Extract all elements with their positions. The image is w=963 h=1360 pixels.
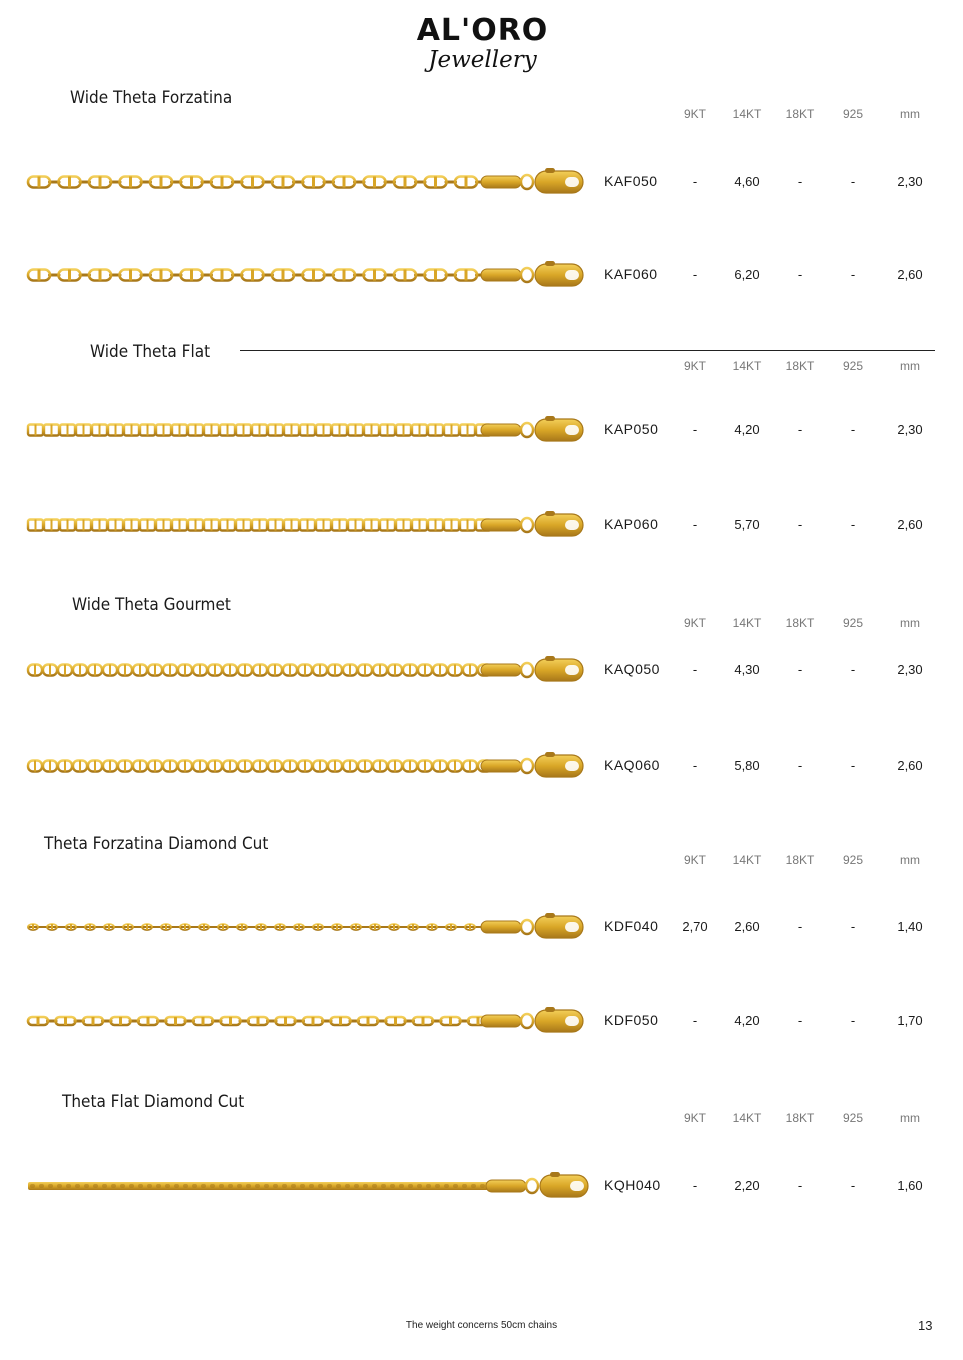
value-9kt: - bbox=[692, 1178, 698, 1193]
brand-logo bbox=[405, 14, 560, 76]
value-925: - bbox=[850, 1178, 856, 1193]
value-mm: 1,60 bbox=[897, 1178, 923, 1193]
chain-image bbox=[26, 1166, 591, 1206]
value-14kt: 4,20 bbox=[734, 422, 760, 437]
column-header-mm: mm bbox=[900, 107, 920, 121]
product-row bbox=[0, 505, 963, 545]
value-925: - bbox=[850, 662, 856, 677]
value-18kt: - bbox=[797, 422, 803, 437]
value-925: - bbox=[850, 758, 856, 773]
brand-name: AL'ORO bbox=[416, 13, 549, 48]
chain-image bbox=[26, 410, 591, 450]
product-row bbox=[0, 255, 963, 295]
value-14kt: 4,20 bbox=[734, 1013, 760, 1028]
value-925: - bbox=[850, 267, 856, 282]
column-header-mm: mm bbox=[900, 1111, 920, 1125]
chain-image bbox=[26, 907, 591, 947]
value-mm: 2,30 bbox=[897, 174, 923, 189]
value-9kt: - bbox=[692, 422, 698, 437]
value-9kt: - bbox=[692, 174, 698, 189]
value-18kt: - bbox=[797, 1178, 803, 1193]
page-number: 13 bbox=[918, 1318, 933, 1333]
value-9kt: 2,70 bbox=[682, 919, 708, 934]
column-header-14kt: 14KT bbox=[732, 1111, 762, 1125]
product-code: KAF050 bbox=[604, 173, 658, 189]
column-header-14kt: 14KT bbox=[732, 359, 762, 373]
column-header-14kt: 14KT bbox=[732, 853, 762, 867]
column-header-925: 925 bbox=[842, 1111, 864, 1125]
chain-image bbox=[26, 505, 591, 545]
value-18kt: - bbox=[797, 267, 803, 282]
product-row bbox=[0, 746, 963, 786]
section-title-wide-theta-flat: Wide Theta Flat bbox=[90, 342, 211, 362]
value-925: - bbox=[850, 919, 856, 934]
column-header-9kt: 9KT bbox=[683, 107, 706, 121]
chain-image bbox=[26, 1001, 591, 1041]
chain-image bbox=[26, 746, 591, 786]
product-row bbox=[0, 907, 963, 947]
value-9kt: - bbox=[692, 1013, 698, 1028]
column-header-18kt: 18KT bbox=[785, 359, 815, 373]
value-925: - bbox=[850, 174, 856, 189]
product-row bbox=[0, 1001, 963, 1041]
value-18kt: - bbox=[797, 662, 803, 677]
section-divider bbox=[240, 350, 935, 351]
product-code: KDF050 bbox=[604, 1012, 659, 1028]
value-mm: 2,60 bbox=[897, 758, 923, 773]
product-code: KAP050 bbox=[604, 421, 659, 437]
product-code: KAQ060 bbox=[604, 757, 660, 773]
product-row bbox=[0, 650, 963, 690]
chain-image bbox=[26, 255, 591, 295]
product-code: KDF040 bbox=[604, 918, 659, 934]
column-header-9kt: 9KT bbox=[683, 359, 706, 373]
value-9kt: - bbox=[692, 758, 698, 773]
value-14kt: 4,60 bbox=[734, 174, 760, 189]
column-header-9kt: 9KT bbox=[683, 616, 706, 630]
value-14kt: 2,20 bbox=[734, 1178, 760, 1193]
value-925: - bbox=[850, 517, 856, 532]
value-mm: 2,30 bbox=[897, 422, 923, 437]
product-code: KAQ050 bbox=[604, 661, 660, 677]
product-row bbox=[0, 162, 963, 202]
product-code: KAF060 bbox=[604, 266, 658, 282]
value-18kt: - bbox=[797, 1013, 803, 1028]
value-mm: 2,60 bbox=[897, 267, 923, 282]
column-header-925: 925 bbox=[842, 107, 864, 121]
value-9kt: - bbox=[692, 662, 698, 677]
column-header-18kt: 18KT bbox=[785, 1111, 815, 1125]
section-title-wide-theta-forzatina: Wide Theta Forzatina bbox=[70, 88, 233, 108]
column-header-925: 925 bbox=[842, 616, 864, 630]
column-header-9kt: 9KT bbox=[683, 1111, 706, 1125]
value-18kt: - bbox=[797, 174, 803, 189]
chain-image bbox=[26, 650, 591, 690]
value-mm: 2,30 bbox=[897, 662, 923, 677]
column-header-mm: mm bbox=[900, 853, 920, 867]
value-14kt: 4,30 bbox=[734, 662, 760, 677]
value-14kt: 5,70 bbox=[734, 517, 760, 532]
column-header-14kt: 14KT bbox=[732, 616, 762, 630]
product-code: KAP060 bbox=[604, 516, 659, 532]
brand-tagline: Jewellery bbox=[428, 47, 537, 73]
product-code: KQH040 bbox=[604, 1177, 661, 1193]
value-925: - bbox=[850, 1013, 856, 1028]
weight-footnote: The weight concerns 50cm chains bbox=[405, 1320, 558, 1331]
value-9kt: - bbox=[692, 267, 698, 282]
value-18kt: - bbox=[797, 517, 803, 532]
value-925: - bbox=[850, 422, 856, 437]
column-header-925: 925 bbox=[842, 359, 864, 373]
column-header-18kt: 18KT bbox=[785, 616, 815, 630]
value-14kt: 5,80 bbox=[734, 758, 760, 773]
column-header-925: 925 bbox=[842, 853, 864, 867]
value-14kt: 6,20 bbox=[734, 267, 760, 282]
chain-image bbox=[26, 162, 591, 202]
column-header-mm: mm bbox=[900, 359, 920, 373]
value-9kt: - bbox=[692, 517, 698, 532]
column-header-18kt: 18KT bbox=[785, 853, 815, 867]
product-row bbox=[0, 410, 963, 450]
column-header-18kt: 18KT bbox=[785, 107, 815, 121]
value-mm: 1,40 bbox=[897, 919, 923, 934]
section-title-theta-forzatina-diamond-cut: Theta Forzatina Diamond Cut bbox=[44, 834, 269, 854]
value-mm: 1,70 bbox=[897, 1013, 923, 1028]
product-row bbox=[0, 1166, 963, 1206]
value-mm: 2,60 bbox=[897, 517, 923, 532]
section-title-wide-theta-gourmet: Wide Theta Gourmet bbox=[72, 595, 231, 615]
value-18kt: - bbox=[797, 758, 803, 773]
column-header-9kt: 9KT bbox=[683, 853, 706, 867]
value-14kt: 2,60 bbox=[734, 919, 760, 934]
section-title-theta-flat-diamond-cut: Theta Flat Diamond Cut bbox=[62, 1092, 245, 1112]
value-18kt: - bbox=[797, 919, 803, 934]
column-header-mm: mm bbox=[900, 616, 920, 630]
column-header-14kt: 14KT bbox=[732, 107, 762, 121]
